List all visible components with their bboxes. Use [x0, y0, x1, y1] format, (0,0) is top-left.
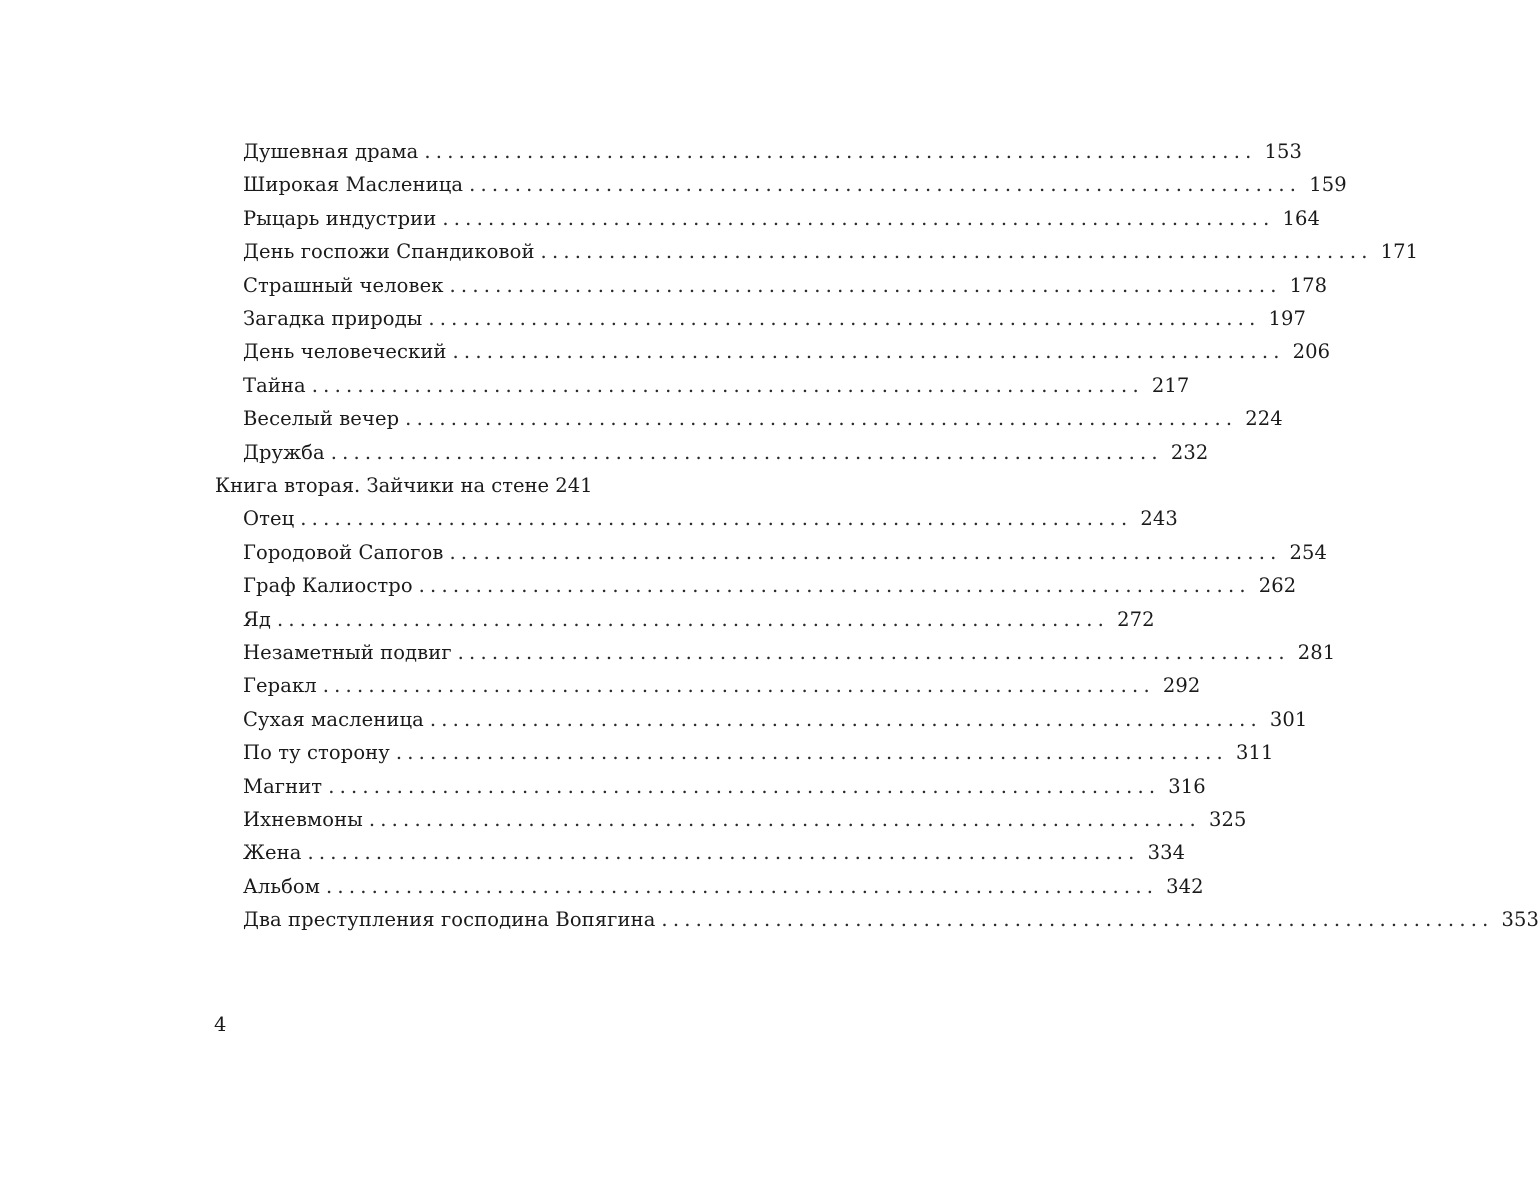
toc-entry [243, 736, 1274, 769]
toc-entry-title: Широкая Масленица [243, 173, 464, 197]
toc-entry-page: 217 [1151, 373, 1190, 397]
dot-leader: ......................................................................... [442, 206, 1275, 230]
toc-entry [243, 335, 1331, 368]
toc-entry-title: Жена [243, 841, 302, 865]
toc-entry [243, 569, 1297, 602]
dot-leader: ......................................................................... [457, 641, 1290, 664]
toc-entry [243, 770, 1206, 803]
toc-entry-title: Геракл [243, 674, 317, 698]
section-page: 241 [555, 474, 593, 497]
toc-entry [243, 168, 1347, 201]
toc-entry-title: Граф Калиостро [243, 574, 413, 598]
toc-entry-page: 281 [1297, 641, 1336, 664]
dot-leader: ......................................................................... [661, 908, 1494, 932]
toc-entry-page: 272 [1117, 607, 1155, 631]
toc-entry-page: 316 [1168, 774, 1206, 798]
dot-leader: ......................................................................... [540, 240, 1373, 264]
toc-entry-title: Душевная драма [243, 140, 419, 163]
toc-entry-title: Яд [243, 607, 271, 631]
toc-entry-title: Магнит [243, 774, 323, 798]
toc-entry [243, 235, 1419, 268]
dot-leader: ......................................................................... [330, 440, 1163, 464]
toc-entry-title: Альбом [243, 874, 321, 898]
dot-leader: ......................................................................... [428, 307, 1261, 330]
dot-leader: ......................................................................... [469, 173, 1302, 197]
toc-entry-page: 243 [1140, 507, 1178, 531]
dot-leader: ......................................................................... [449, 273, 1282, 297]
dot-leader: ......................................................................... [328, 774, 1161, 798]
dot-leader: ......................................................................... [307, 841, 1140, 865]
dot-leader: ......................................................................... [395, 741, 1228, 765]
toc-entry-page: 171 [1380, 240, 1419, 264]
toc-entry-page: 232 [1170, 440, 1209, 464]
toc-entry [243, 302, 1306, 335]
section-title: Книга вторая. Зайчики на стене [215, 474, 550, 497]
toc-entry-page: 206 [1292, 340, 1331, 364]
toc-entry-page: 334 [1147, 841, 1186, 865]
toc-entry-title: Дружба [243, 440, 325, 464]
toc-entry-page: 224 [1245, 407, 1283, 431]
toc-entry-page: 311 [1235, 741, 1274, 765]
toc-entry [243, 202, 1320, 235]
toc-entry-page: 159 [1309, 173, 1347, 197]
toc-entry-title: День госпожи Спандиковой [243, 240, 535, 264]
toc-entry-title: Веселый вечер [243, 407, 400, 431]
toc-entry-title: Отец [243, 507, 295, 531]
dot-leader: ......................................................................... [368, 808, 1201, 831]
toc-entry [243, 436, 1209, 469]
toc-entry [243, 703, 1308, 736]
toc-entry-page: 301 [1269, 707, 1308, 731]
toc-entry [243, 269, 1328, 302]
toc-entry [243, 903, 1539, 936]
toc-entry-title: День человеческий [243, 340, 447, 364]
toc-entry [243, 603, 1155, 636]
dot-leader: ......................................................................... [429, 707, 1262, 731]
toc-entry-title: Незаметный подвиг [243, 641, 452, 664]
toc-entry-page: 342 [1166, 874, 1204, 898]
dot-leader: ......................................................................... [405, 407, 1238, 431]
toc-entry [243, 636, 1336, 669]
toc-entry-page: 164 [1282, 206, 1320, 230]
toc-entry-title: Страшный человек [243, 273, 444, 297]
dot-leader: ......................................................................... [452, 340, 1285, 364]
toc-entry-page: 153 [1264, 140, 1303, 163]
toc-entry-title: Ихневмоны [243, 808, 363, 831]
toc-entry-page: 353 [1501, 908, 1539, 932]
toc-entry [243, 803, 1247, 836]
toc-entry-title: Сухая масленица [243, 707, 424, 731]
toc-entry [243, 870, 1204, 903]
dot-leader: ......................................................................... [311, 373, 1144, 397]
toc-entry-page: 262 [1258, 574, 1297, 598]
dot-leader: ......................................................................... [418, 574, 1251, 598]
toc-entry [243, 402, 1283, 435]
toc-entry-title: Два преступления господина Вопягина [243, 908, 656, 932]
toc-entry-title: Рыцарь индустрии [243, 206, 437, 230]
toc-entry-page: 178 [1289, 273, 1328, 297]
dot-leader: ......................................................................... [326, 874, 1159, 898]
toc-entry-page: 325 [1208, 808, 1247, 831]
toc-entry [243, 836, 1186, 869]
toc-entry [243, 669, 1201, 702]
dot-leader: ......................................................................... [300, 507, 1133, 531]
toc-entry-title: По ту сторону [243, 741, 390, 765]
toc-entry-page: 197 [1268, 307, 1306, 330]
dot-leader: ......................................................................... [276, 607, 1110, 631]
toc-entry-page: 292 [1162, 674, 1201, 698]
toc-entry-title: Городовой Сапогов [243, 540, 444, 564]
toc-entry [243, 135, 1303, 168]
toc-entry-page: 254 [1289, 540, 1328, 564]
dot-leader: ......................................................................... [424, 140, 1257, 163]
dot-leader: ......................................................................... [322, 674, 1155, 698]
section-heading [215, 469, 755, 502]
toc-entry [243, 502, 1178, 535]
toc-entry-title: Тайна [243, 373, 306, 397]
toc-entry [243, 369, 1190, 402]
dot-leader: ......................................................................... [449, 540, 1282, 564]
page-number: 4 [214, 1013, 227, 1036]
toc-entry [243, 536, 1328, 569]
toc-entry-title: Загадка природы [243, 307, 423, 330]
